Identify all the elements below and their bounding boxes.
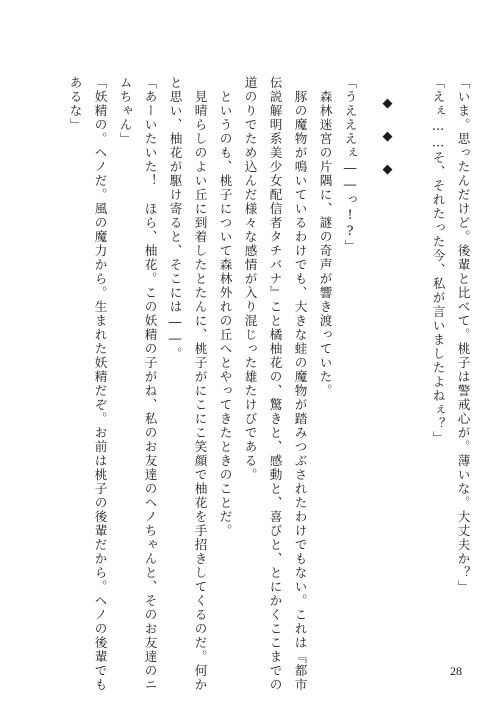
text-line-15: あるな」	[67, 76, 83, 132]
text-line-12: 「あーいたいた！ ほら、柚花。この妖精の子がね、私のお友達のヘノちゃんと、そのお友達のニ	[142, 76, 158, 692]
text-line-9: というのも、桃子について森林外れの丘へとやってきたときのことだ。	[217, 90, 233, 538]
text-line-7: 伝説解明系美少女配信者タチバナ』こと橘柚花の、驚きと、感動と、喜びと、とにかくここまでの	[267, 76, 283, 692]
text-line-13: ムちゃん」	[117, 76, 133, 146]
text-line-11: と思い、柚花が駆け寄ると、そこには――。	[167, 76, 183, 361]
section-separator: ◆◆◆	[380, 96, 395, 195]
text-line-14: 「妖精の。ヘノだ。風の魔力から。生まれた妖精だぞ。お前は桃子の後輩だから。ヘノの後輩でも	[92, 76, 108, 692]
text-line-1: 「いま。思ったんだけど。後輩と比べて。桃子は警戒心が。薄いな。大丈夫か？」	[455, 76, 471, 594]
text-line-8: 道のりでため込んだ様々な感情が入り混じった雄たけびである。	[242, 76, 258, 482]
text-line-6: 豚の魔物が鳴いているわけでも、大きな蛙の魔物が踏みつぶされたわけでもない。これは『都市	[292, 90, 308, 692]
page-number: 28	[450, 664, 462, 678]
text-line-5: 森林迷宮の片隅に、謎の奇声が響き渡っていた。	[317, 90, 333, 398]
text-line-4: 「うえええぇ――っ!?」	[342, 76, 358, 254]
text-line-10: 見晴らしのよい丘に到着したとたんに、桃子がにこにこ笑顔で柚花を手招きしてくるのだ。何か	[192, 90, 208, 692]
text-line-2: 「えぇ……そ、それたった今、私が言いましたよねぇ？」	[430, 76, 446, 445]
